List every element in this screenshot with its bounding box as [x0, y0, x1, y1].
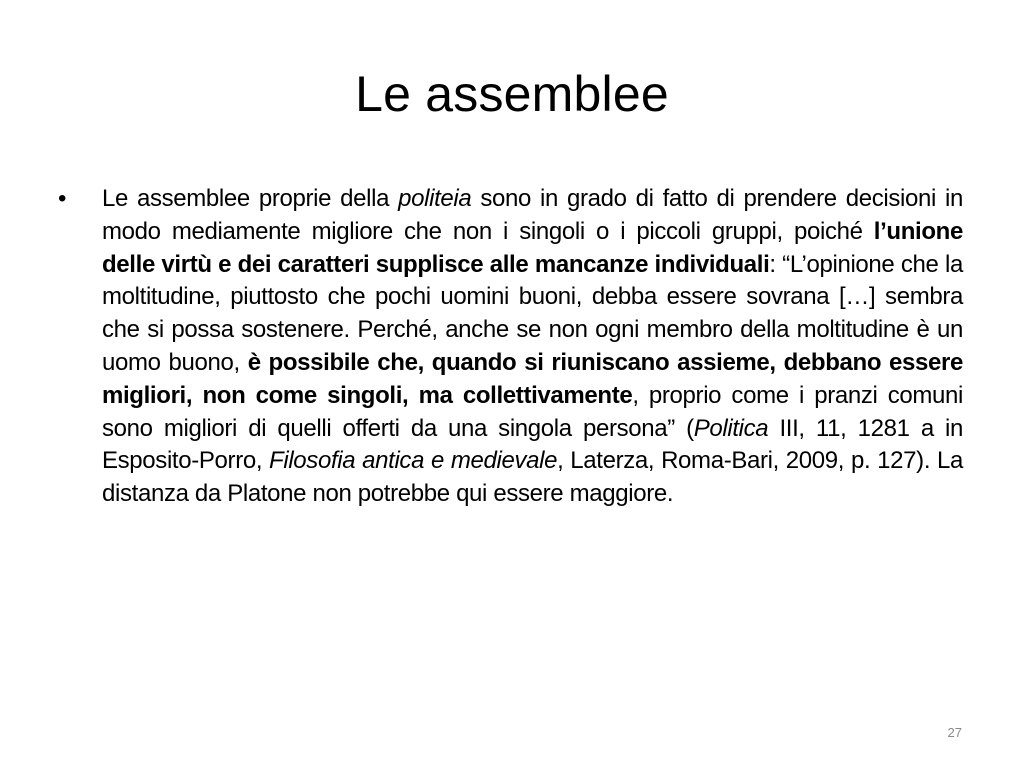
italic-book-title: Filosofia antica e medievale — [269, 447, 558, 475]
text-run: Le assemblee proprie della — [102, 185, 399, 212]
text-run: sono in grado di fatto di prendere decisioni in modo mediamente migliore che non i singoli o i piccoli gruppi, poiché — [102, 185, 963, 245]
italic-work-politica: Politica — [693, 414, 769, 442]
text-run-quote-start: : “L’opinione che la moltitudine, piuttosto che pochi uomini buoni, debba essere sovrana […] sembra che si possa sostenere. Perché, anche se non ogni membro della moltitudine è un uomo buono, — [102, 250, 963, 376]
slide-number: 27 — [947, 725, 962, 740]
bullet-text — [102, 183, 963, 511]
text-run-citation: III, 11, 1281 a in Esposito-Porro, — [102, 414, 963, 475]
italic-term-politeia: politeia — [398, 185, 472, 212]
bold-phrase-unione: l’unione delle virtù e dei caratteri supplisce alle mancanze individuali — [102, 217, 963, 278]
bold-phrase-collettivamente: è possibile che, quando si riuniscano assieme, debbano essere migliori, non come singoli, ma collettivamente — [102, 348, 964, 409]
slide-title: Le assemblee — [355, 66, 669, 122]
bullet-item — [58, 183, 963, 511]
text-run-end: , Laterza, Roma-Bari, 2009, p. 127). La distanza da Platone non potrebbe qui essere maggiore. — [102, 447, 964, 508]
slide-content — [58, 183, 963, 511]
bullet-icon: • — [58, 185, 67, 212]
text-run: , proprio come i pranzi comuni sono migliori di quelli offerti da una singola persona” ( — [102, 381, 963, 442]
